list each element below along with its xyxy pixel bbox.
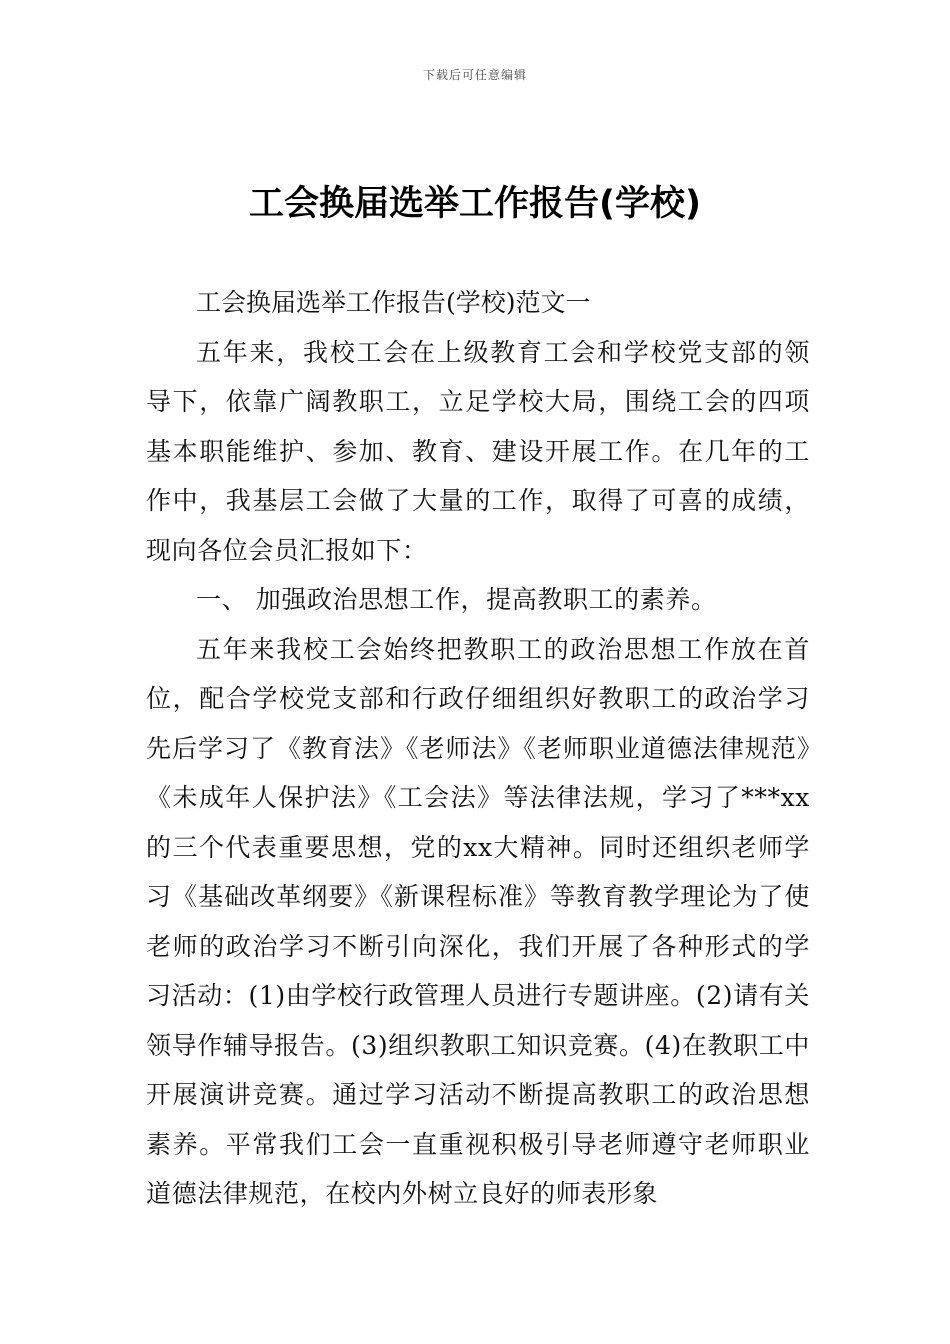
header-note: 下载后可任意编辑 [422, 68, 527, 82]
document-title: 工会换届选举工作报告(学校) [249, 184, 701, 224]
paragraph-intro: 五年来，我校工会在上级教育工会和学校党支部的领导下，依靠广阔教职工，立足学校大局，围绕工会的四项基本职能维护、参加、教育、建设开展工作。在几年的工作中，我基层工会做了大量的工作，取得了可喜的成绩，现向各位会员汇报如下： [146, 337, 810, 565]
section-heading-1: 一、 加强政治思想工作，提高教职工的素养。 [196, 585, 717, 614]
section-subtitle: 工会换届选举工作报告(学校)范文一 [196, 288, 591, 317]
paragraph-section-1: 五年来我校工会始终把教职工的政治思想工作放在首位，配合学校党支部和行政仔细组织好教职工的政治学习先后学习了《教育法》《老师法》《老师职业道德法律规范》《未成年人保护法》《工会法》等法律法规，学习了***xx的三个代表重要思想，党的xx大精神。同时还组织老师学习《基础改革纲要》《新课程标准》等教育教学理论为了使老师的政治学习不断引向深化，我们开展了各种形式的学习活动：(1)由学校行政管理人员进行专题讲座。(2)请有关领导作辅导报告。(3)组织教职工知识竞赛。(4)在教职工中开展演讲竞赛。通过学习活动不断提高教职工的政治思想素养。平常我们工会一直重视积极引导老师遵守老师职业道德法律规范，在校内外树立良好的师表形象 [146, 634, 810, 1208]
document-body [146, 278, 810, 1219]
